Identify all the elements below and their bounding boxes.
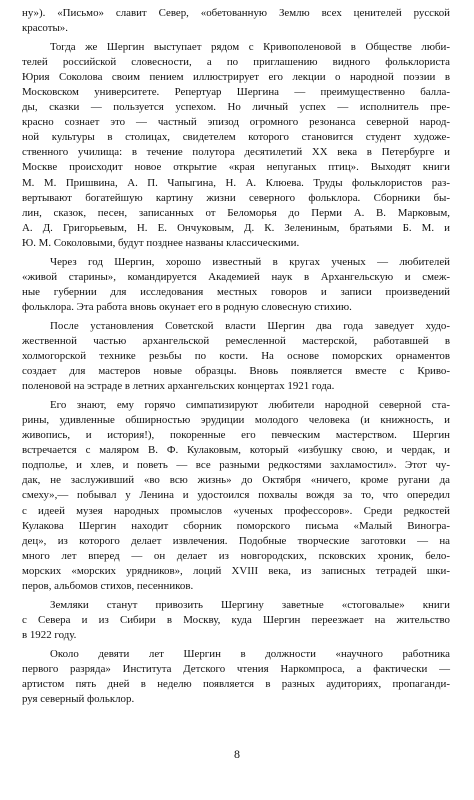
text-line: ные губернии для исследования местных говоров и записи произведений [22,285,450,298]
text-line: смеху»,— побывал у Ленина и удостоился похвалы вождя за то, что опередил [22,489,450,502]
text-line: После установления Советской власти Шергин два года заведует худо- [50,319,450,332]
text-line: в 1922 году. [22,628,77,641]
paragraph [22,598,450,643]
paragraph [22,6,450,36]
text-line: Ю. М. Соколовыми, будут позднее названы классическими. [22,236,300,249]
text-line: Его знают, ему горячо симпатизируют любители народной северной ста- [50,399,450,412]
body-text [22,6,450,707]
text-line: встречается с маляром В. Ф. Кулаковым, который «избушку свою, и чердак, и [22,444,450,457]
text-line: ну»). «Письмо» славит Север, «обетованную Землю всех ценителей русской [22,7,450,19]
text-line: рины, удивленные обширностью эрудиции молодого человека (и книжность, и [22,414,450,427]
text-line: перов, альбомов стихов, песенников. [22,579,194,592]
paragraph [22,319,450,394]
text-line: Московском университете. Репертуар Шергина — преимущественно балла- [22,86,450,99]
text-line: лин, сказок, песен, записанных от Беломорья до Перми А. В. Марковым, [22,206,450,219]
text-line: ной культуры в столицах, свидетелем которого становится студент художе- [22,131,450,144]
text-line: ственного училища: в течение полутора десятилетий XX века в Петербурге и [22,146,450,159]
text-line: М. М. Пришвина, А. П. Чапыгина, Н. А. Клюева. Труды фольклористов раз- [22,176,450,189]
page-number: 8 [234,747,240,761]
text-line: вертывают богатейшую картину жизни северного фольклора. Сборники бы- [22,191,450,204]
text-line: Юрия Соколова своим пением иллюстрирует его лекции о народной поэзии в [22,71,450,84]
text-line: первого разряда» Института Детского чтения Наркомпроса, а фактически — [22,662,450,675]
text-line: Москве происходит новое открытие «края непуганых птиц». Выходят книги [22,161,450,174]
text-line: красно сознает это — частный эпизод огромного резонанса северной народ- [22,116,450,129]
text-line: Через год Шергин, хорошо известный в кругах ученых — любителей [50,255,450,268]
text-line: Около девяти лет Шергин в должности «научного работника [50,647,450,660]
text-line: артистом пять дней в неделю появляется в разных аудиториях, пропаганди- [22,678,450,691]
text-line: красоты». [22,22,68,35]
text-line: холмогорской технике резьбы по кости. На основе поморских орнаментов [22,350,450,363]
text-line: А. Д. Григорьевым, Н. Е. Ончуковым, Д. К. Зелениным, братьями Б. М. и [22,221,450,234]
text-line: много лет вперед — он делает из новгородских, псковских хроник, бело- [22,549,450,562]
text-line: морских «морских урядников», лоций XVIII века, из записных тетрадей шки- [22,564,450,577]
text-line: с Севера и из Сибири в Москву, куда Шергин переезжает на жительство [22,613,450,626]
text-line: поленовой на эстраде в летних архангельских концертах 1921 года. [22,380,335,393]
text-line: фольклора. Эта работа вновь окунает его в родную словесную стихию. [22,300,352,313]
paragraph [22,647,450,707]
text-line: телей российской словесности, а по приглашению видного фольклориста [22,56,450,69]
text-line: живопись, и история!), покоренные его певческим мастерством. Шергин [22,429,450,442]
paragraph [22,398,450,594]
text-line: Кулакова Шергин находит сборник поморского письма «Малый Виногра- [22,519,450,532]
text-line: «живой старины», командируется Академией наук в Архангельскую и смеж- [22,270,450,283]
paragraph [22,40,450,251]
text-line: дец», из которого делает извлечения. Подобные творческие заготовки — на [22,534,450,547]
text-line: создает для мастеров новые образцы. Вновь появляется вместе с Криво- [22,365,450,378]
text-line: подполье, и хлев, и поветь — все разными редкостями захламостил». Этот чу- [22,459,450,472]
text-line: с идеей музея народных промыслов «ученых профессоров». Среди редкостей [22,504,450,517]
text-line: дак, не заслуживший «во всю жизнь» до Октября «ничего, кроме ругани да [22,474,450,487]
text-line: ды, сказки — пользуется успехом. Но личный успех — исполнитель пре- [22,101,450,114]
text-line: жественной частью архангельской ремесленной мастерской, работавшей в [22,334,450,347]
text-line: руя северный фольклор. [22,693,135,706]
text-line: Тогда же Шергин выступает рядом с Кривополеновой в Обществе люби- [50,41,450,54]
text-line: Земляки станут привозить Шергину заветные «стоговалые» книги [50,598,450,611]
paragraph [22,255,450,315]
